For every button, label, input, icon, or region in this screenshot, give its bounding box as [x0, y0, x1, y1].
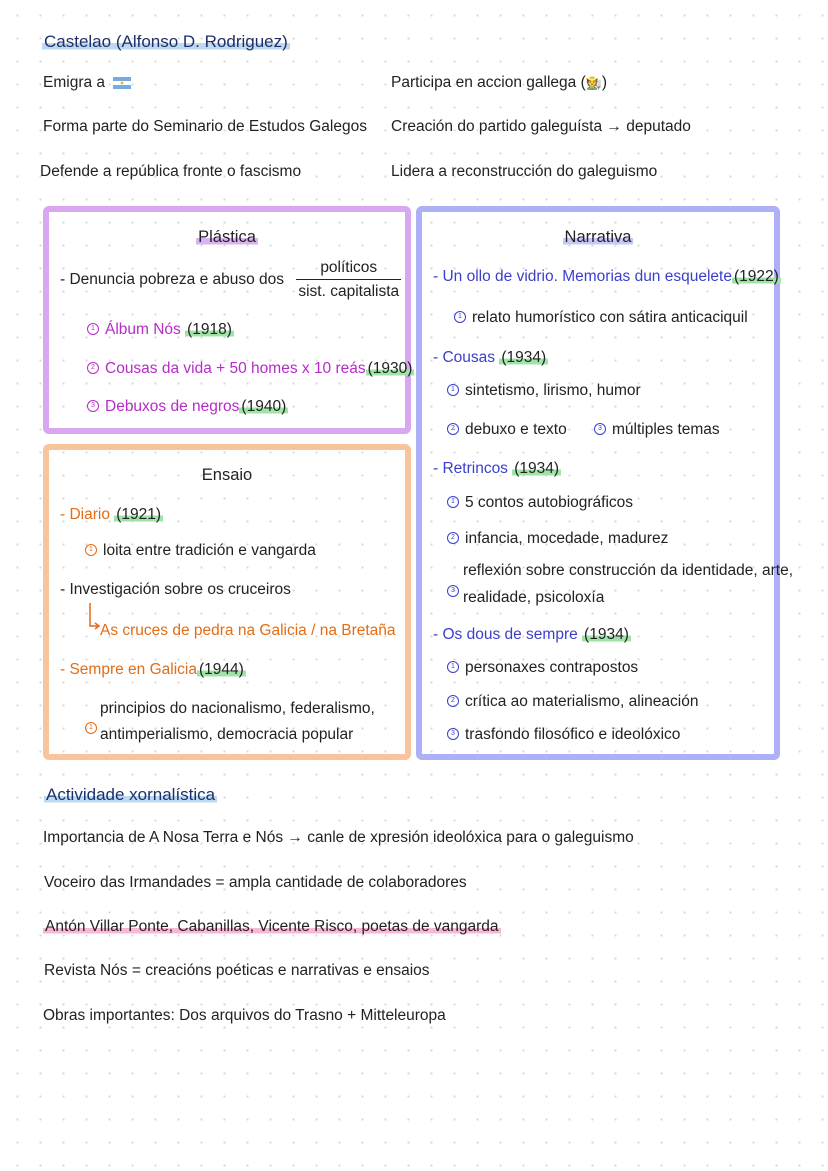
- xornalistica-line-5: Obras importantes: Dos arquivos do Trasno + Mitteleuropa: [43, 1007, 446, 1024]
- narrativa-title: Narrativa: [564, 228, 632, 246]
- xornalistica-title: Actividade xornalística: [46, 785, 216, 804]
- xornalistica-line-3: Antón Villar Ponte, Cabanillas, Vicente Risco, poetas de vangarda: [45, 918, 499, 935]
- page-title: Castelao (Alfonso D. Rodriguez): [44, 32, 288, 51]
- ensaio-cruces: As cruces de pedra na Galicia / na Bretaña: [100, 622, 396, 639]
- plastica-title: Plástica: [198, 228, 256, 246]
- xornalistica-line-1: Importancia de A Nosa Terra e Nós → canle de xpresión ideolóxica para o galeguismo: [43, 829, 634, 846]
- number-1-icon: 1: [447, 661, 459, 673]
- narrativa-retrincos-item-3a: reflexión sobre construcción da identidade, arte,: [463, 562, 794, 579]
- ensaio-box: [43, 444, 411, 760]
- ensaio-diario: - Diario (1921): [60, 506, 162, 523]
- number-1-icon: 1: [454, 311, 466, 323]
- plastica-fraction: $\frac{\text{políticos}}{\text{sist. capitalista}}$: [298, 259, 400, 301]
- plastica-item-2: 2 Cousas da vida + 50 homes x 10 reás (1930): [87, 360, 414, 378]
- number-1-icon: 1: [87, 323, 99, 335]
- narrativa-retrincos-item-2: 2 infancia, mocedade, madurez: [447, 530, 668, 548]
- number-2-icon: 2: [447, 532, 459, 544]
- header-line-emigra: Emigra a: [43, 74, 131, 92]
- narrativa-dous-item-2: 2 crítica ao materialismo, alineación: [447, 693, 698, 711]
- number-3-icon: 3: [447, 585, 459, 597]
- narrativa-cousas-item-2: 2 debuxo e texto: [447, 421, 567, 439]
- ensaio-sempre-item-2: antimperialismo, democracia popular: [100, 726, 354, 743]
- ensaio-sempre-item-1: principios do nacionalismo, federalismo,: [100, 700, 375, 717]
- plastica-item-1: 1 Álbum Nós (1918): [87, 321, 234, 339]
- number-3-icon: 3: [87, 400, 99, 412]
- plastica-intro: - Denuncia pobreza e abuso dos $\frac{\text{políticos}}{\text{sist. capitalista}}$: [60, 259, 400, 301]
- xornalistica-line-4: Revista Nós = creacións poéticas e narrativas e ensaios: [44, 962, 430, 979]
- header-line-seminario: Forma parte do Seminario de Estudos Galegos: [43, 118, 367, 135]
- narrativa-ollo: - Un ollo de vidrio. Memorias dun esquelete (1922): [433, 268, 779, 285]
- number-1-icon: 1: [447, 496, 459, 508]
- number-3-icon: 3: [594, 423, 606, 435]
- number-1-icon: 1: [85, 722, 97, 734]
- narrativa-dous-item-1: 1 personaxes contrapostos: [447, 659, 638, 677]
- narrativa-retrincos: - Retrincos (1934): [433, 460, 560, 477]
- number-2-icon: 2: [87, 362, 99, 374]
- narrativa-box: [416, 206, 794, 760]
- ensaio-title: Ensaio: [201, 466, 253, 484]
- ensaio-sempre: - Sempre en Galicia (1944): [60, 661, 244, 678]
- farmer-emoji-icon: 🧑‍🌾: [585, 75, 602, 90]
- number-2-icon: 2: [447, 423, 459, 435]
- number-3-icon: 3: [447, 728, 459, 740]
- xornalistica-line-2: Voceiro das Irmandades = ampla cantidade de colaboradores: [44, 874, 467, 891]
- header-line-republica: Defende a república fronte o fascismo: [40, 163, 302, 180]
- narrativa-ollo-item: 1 relato humorístico con sátira anticaciquil: [454, 309, 748, 327]
- plastica-box: [43, 206, 411, 434]
- narrativa-cousas: - Cousas (1934): [433, 349, 547, 366]
- number-1-icon: 1: [447, 384, 459, 396]
- narrativa-cousas-item-1: 1 sintetismo, lirismo, humor: [447, 382, 641, 400]
- narrativa-dous-item-3: 3 trasfondo filosófico e ideolóxico: [447, 726, 680, 744]
- header-line-accion: Participa en accion gallega (🧑‍🌾): [391, 74, 608, 91]
- header-line-lidera: Lidera a reconstrucción do galeguismo: [391, 163, 658, 180]
- argentina-flag-icon: [113, 77, 131, 89]
- number-1-icon: 1: [85, 544, 97, 556]
- plastica-item-3: 3 Debuxos de negros (1940): [87, 398, 288, 416]
- narrativa-retrincos-item-3b: realidade, psicoloxía: [463, 589, 605, 606]
- narrativa-cousas-item-3: 3 múltiples temas: [594, 421, 720, 439]
- ensaio-diario-item: 1 loita entre tradición e vangarda: [85, 542, 316, 560]
- header-line-partido: Creación do partido galeguísta → deputado: [391, 118, 691, 135]
- narrativa-dous: - Os dous de sempre (1934): [433, 626, 629, 643]
- arrow-corner-icon: [87, 602, 101, 632]
- number-2-icon: 2: [447, 695, 459, 707]
- narrativa-retrincos-item-1: 1 5 contos autobiográficos: [447, 494, 633, 512]
- ensaio-investigacion: - Investigación sobre os cruceiros: [60, 581, 291, 598]
